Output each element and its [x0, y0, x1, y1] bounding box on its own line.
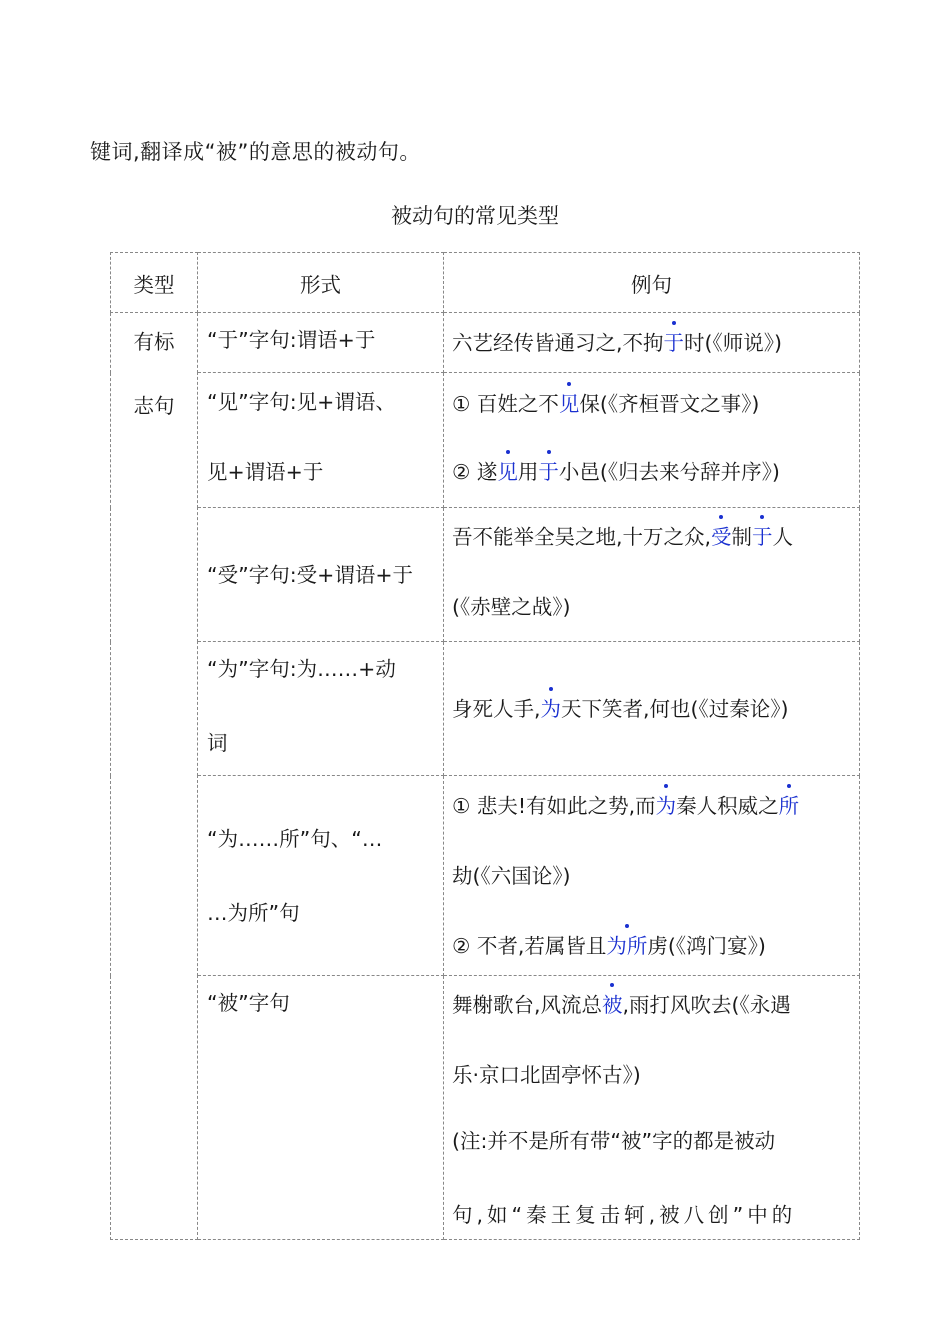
example-line: 乐·京口北固亭怀古》) [452, 1063, 641, 1087]
header-form: 形式 [198, 253, 444, 313]
note-line: 句,如“秦王复击轲,被八创”中的 [452, 1203, 797, 1227]
type-line: 志句 [133, 394, 175, 418]
example-line: ① 悲夫!有如此之势,而为秦人积威之所 [452, 794, 800, 818]
form-text: “为”字句:为……+动 [207, 657, 396, 681]
form-cell [198, 373, 444, 508]
form-text: 见+谓语+于 [207, 460, 324, 484]
example-line: ① 百姓之不见保(《齐桓晋文之事》) [452, 392, 760, 416]
table-row [111, 776, 860, 976]
header-type: 类型 [111, 253, 198, 313]
table-row [111, 642, 860, 776]
example-line: 舞榭歌台,风流总被,雨打风吹去(《永遇 [452, 993, 791, 1017]
form-cell [198, 642, 444, 776]
example-line: ② 不者,若属皆且为所虏(《鸿门宴》) [452, 934, 766, 958]
note-line: (注:并不是所有带“被”字的都是被动 [452, 1129, 776, 1153]
form-text: “于”字句:谓语+于 [207, 328, 376, 352]
example-cell [444, 508, 860, 642]
form-text: 词 [207, 731, 228, 755]
form-cell [198, 776, 444, 976]
type-line: 有标 [133, 330, 175, 354]
keyword: 于 [663, 331, 685, 355]
table-row [111, 373, 860, 508]
example-cell [444, 976, 860, 1240]
form-cell [198, 976, 444, 1240]
keyword: 被 [602, 993, 623, 1017]
form-cell [198, 508, 444, 642]
example-line: (《赤壁之战》) [452, 595, 571, 619]
example-line: 劫(《六国论》) [452, 864, 571, 888]
form-text: “为……所”句、“… [207, 826, 383, 851]
form-text: “见”字句:见+谓语、 [207, 390, 396, 414]
example-cell [444, 642, 860, 776]
form-text: “受”字句:受+谓语+于 [207, 562, 414, 587]
example-cell [444, 776, 860, 976]
type-cell [111, 313, 198, 1240]
keyword: 于 [538, 460, 559, 484]
table-row [111, 976, 860, 1240]
keyword: 于 [752, 525, 773, 549]
example-line: 六艺经传皆通习之,不拘于时(《师说》) [452, 331, 783, 355]
example-cell [444, 313, 860, 373]
table-row [111, 313, 860, 373]
keyword: 为 [655, 794, 677, 818]
header-example: 例句 [444, 253, 860, 313]
form-cell [198, 313, 444, 373]
keyword: 为所 [606, 934, 648, 958]
keyword: 受 [711, 525, 732, 549]
example-line: ② 遂见用于小邑(《归去来兮辞并序》) [452, 460, 780, 484]
form-text: “被”字句 [207, 991, 290, 1015]
intro-text: 键词,翻译成“被”的意思的被动句。 [90, 140, 421, 164]
keyword: 见 [558, 392, 580, 416]
form-text: …为所”句 [207, 900, 300, 925]
example-line: 吾不能举全吴之地,十万之众,受制于人 [452, 525, 794, 549]
table-header-row [111, 253, 860, 313]
table-caption: 被动句的常见类型 [391, 204, 559, 228]
keyword: 所 [778, 794, 800, 818]
keyword: 为 [540, 696, 562, 721]
table-row [111, 508, 860, 642]
keyword: 见 [497, 460, 518, 484]
passive-sentence-table [110, 252, 860, 1240]
example-line: 身死人手,为天下笑者,何也(《过秦论》) [452, 696, 789, 721]
example-cell [444, 373, 860, 508]
